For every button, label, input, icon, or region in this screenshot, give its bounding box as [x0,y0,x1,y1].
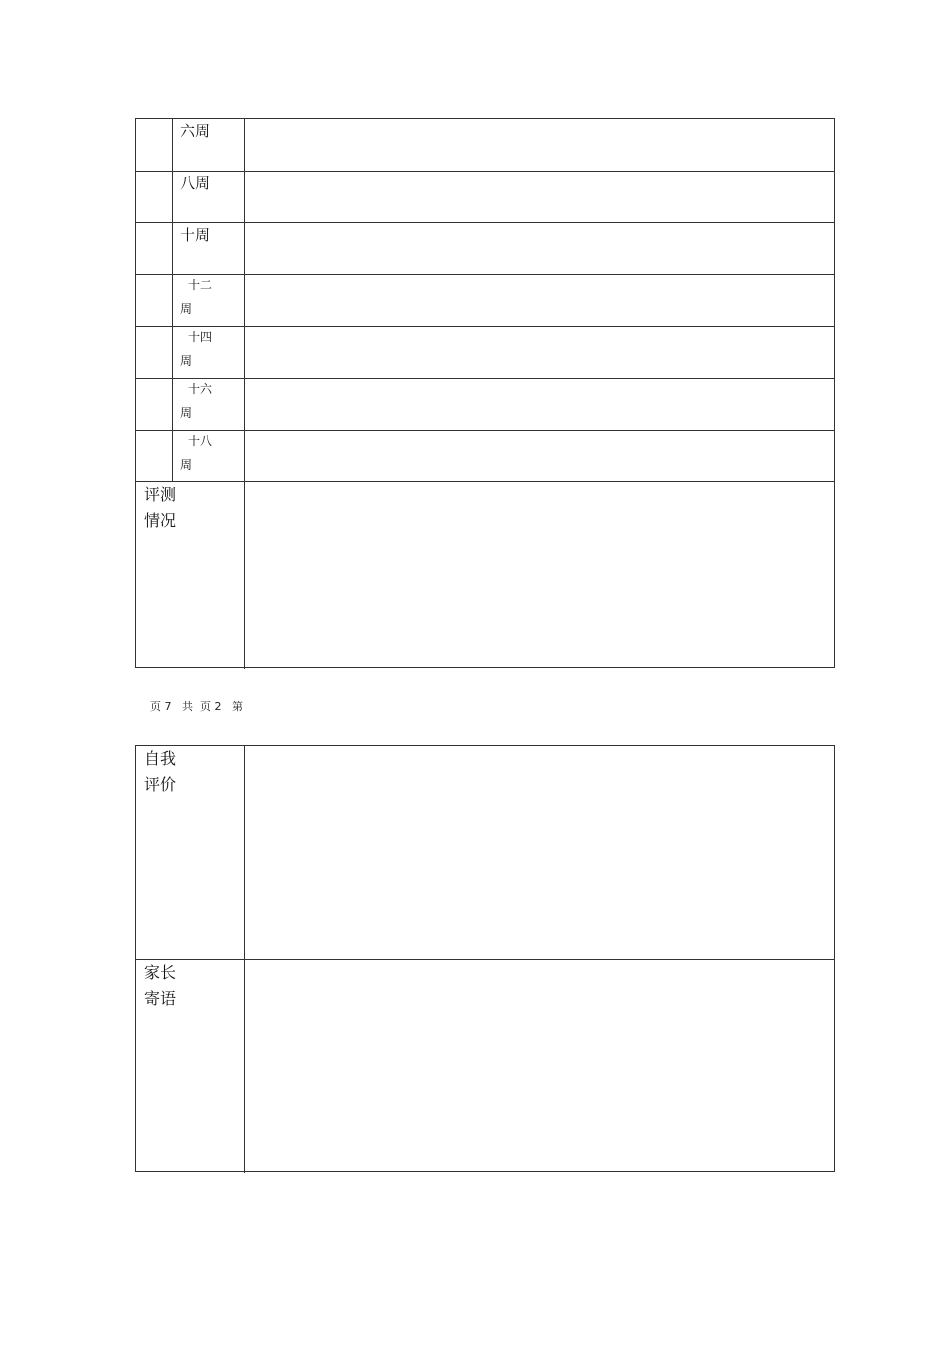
week-label-8: 八周 [180,174,211,192]
row-divider [136,378,834,379]
self-evaluation-label [144,746,184,798]
week-label-12 [180,273,220,321]
assessment-label-line1: 评测 [144,485,177,504]
row-divider [136,274,834,275]
week-label-line1: 十二 [188,278,213,292]
parent-message-label [144,960,184,1012]
week-label-18 [180,429,220,477]
parent-message-line2: 寄语 [144,989,177,1008]
label-column-divider [244,119,245,669]
week-label-line2: 周 [180,458,193,472]
week-label-line2: 周 [180,354,193,368]
week-label-line2: 周 [180,302,193,316]
progress-table [135,118,835,668]
row-index-divider [172,119,173,481]
assessment-label [144,482,184,534]
week-label-line2: 周 [180,406,193,420]
evaluation-table [135,745,835,1172]
row-divider [136,171,834,172]
row-divider [136,326,834,327]
page-footer: 页 7 共 页 2 第 [150,700,243,713]
parent-message-line1: 家长 [144,963,177,982]
row-divider [136,959,834,960]
row-divider [136,222,834,223]
week-label-line1: 十四 [188,330,213,344]
row-divider [136,481,834,482]
week-label-10: 十周 [180,226,211,244]
assessment-label-line2: 情况 [144,511,177,530]
row-divider [136,430,834,431]
self-evaluation-line2: 评价 [144,775,177,794]
week-label-line1: 十八 [188,434,213,448]
week-label-14 [180,325,220,373]
week-label-6: 六周 [180,122,211,140]
self-evaluation-line1: 自我 [144,749,177,768]
week-label-16 [180,377,220,425]
week-label-line1: 十六 [188,382,213,396]
